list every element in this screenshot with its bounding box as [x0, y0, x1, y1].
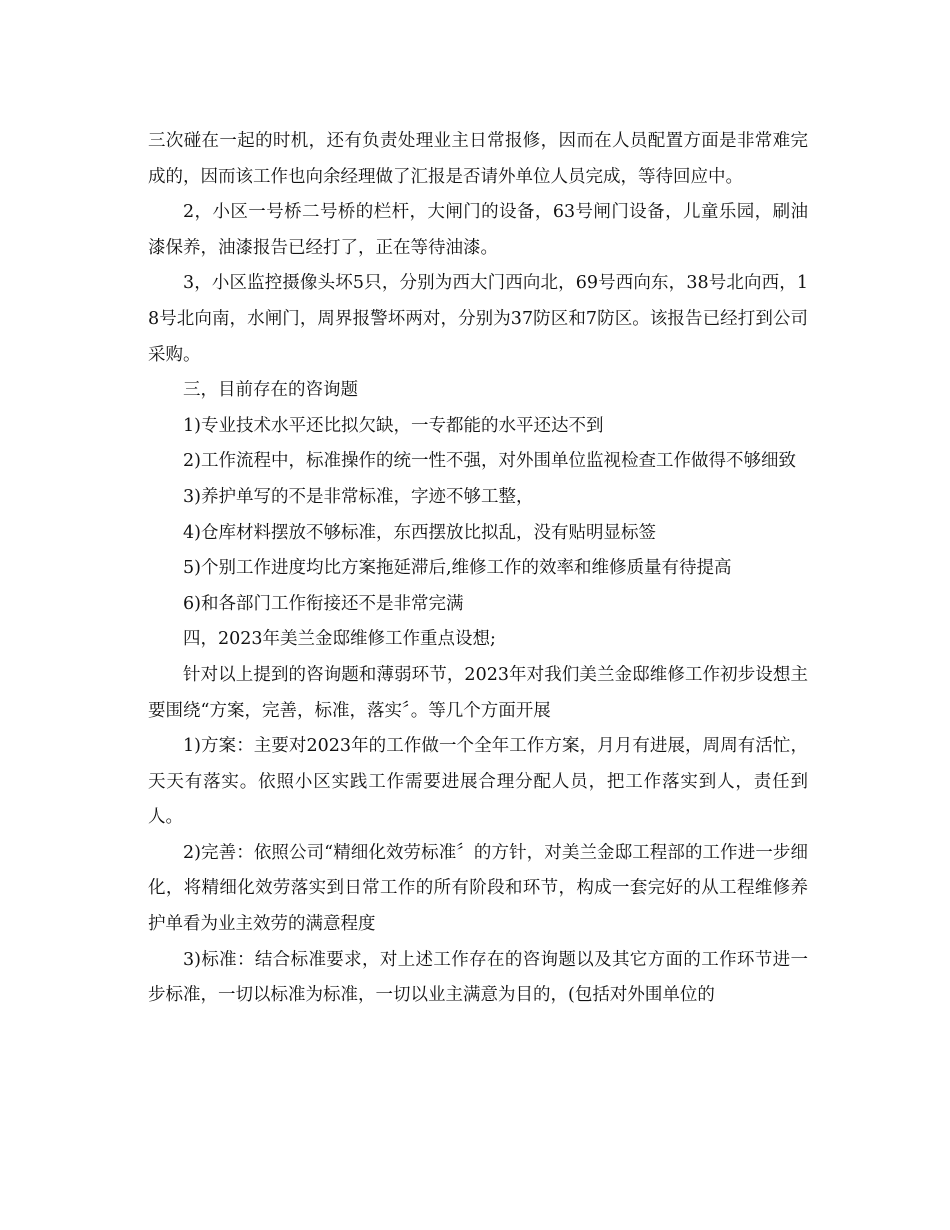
- issue-item-5: 5)个别工作进度均比方案拖延滞后,维修工作的效率和维修质量有待提高: [183, 558, 732, 579]
- issue-item-2: 2)工作流程中，标准操作的统一性不强，对外围单位监视检查工作做得不够细致: [183, 451, 796, 472]
- section-heading-current-issues: 三，目前存在的咨询题: [183, 380, 358, 401]
- plan-item-1: 1)方案：主要对2023年的工作做一个全年工作方案，月月有进展，周周有活忙，天天有落实。依照小区实践工作需要进展合理分配人员，把工作落实到人，责任到人。: [148, 736, 808, 828]
- paragraph-continuation: 三次碰在一起的时机，还有负责处理业主日常报修，因而在人员配置方面是非常难完成的，因而该工作也向余经理做了汇报是否请外单位人员完成，等待回应中。: [148, 131, 808, 187]
- issue-item-6: 6)和各部门工作衔接还不是非常完满: [183, 593, 464, 614]
- paragraph-plan-intro: 针对以上提到的咨询题和薄弱环节，2023年对我们美兰金邸维修工作初步设想主要围绕“方案，完善，标准，落实〞。等几个方面开展: [148, 664, 808, 721]
- document-body: [148, 124, 808, 1014]
- paragraph-item-2-painting: 2，小区一号桥二号桥的栏杆，大闸门的设备，63号闸门设备，儿童乐园，刷油漆保养，油漆报告已经打了，正在等待油漆。: [148, 202, 808, 258]
- issue-item-3: 3)养护单写的不是非常标准，字迹不够工整，: [183, 486, 534, 507]
- paragraph-item-3-cameras: 3，小区监控摄像头坏5只，分别为西大门西向北，69号西向东，38号北向西，18号北向南，水闸门，周界报警坏两对，分别为37防区和7防区。该报告已经打到公司采购。: [148, 273, 808, 365]
- issue-item-4: 4)仓库材料摆放不够标准，东西摆放比拟乱，没有贴明显标签: [183, 522, 656, 543]
- section-heading-key-plans: 四，2023年美兰金邸维修工作重点设想;: [183, 629, 496, 650]
- plan-item-2: 2)完善：依照公司“精细化效劳标准〞的方针，对美兰金邸工程部的工作进一步细化，将精细化效劳落实到日常工作的所有阶段和环节，构成一套完好的从工程维修养护单看为业主效劳的满意程度: [148, 842, 808, 935]
- plan-item-3: 3)标准：结合标准要求，对上述工作存在的咨询题以及其它方面的工作环节进一步标准，一切以标准为标准，一切以业主满意为目的，(包括对外围单位的: [148, 949, 808, 1006]
- issue-item-1: 1)专业技术水平还比拟欠缺，一专都能的水平还达不到: [183, 415, 604, 436]
